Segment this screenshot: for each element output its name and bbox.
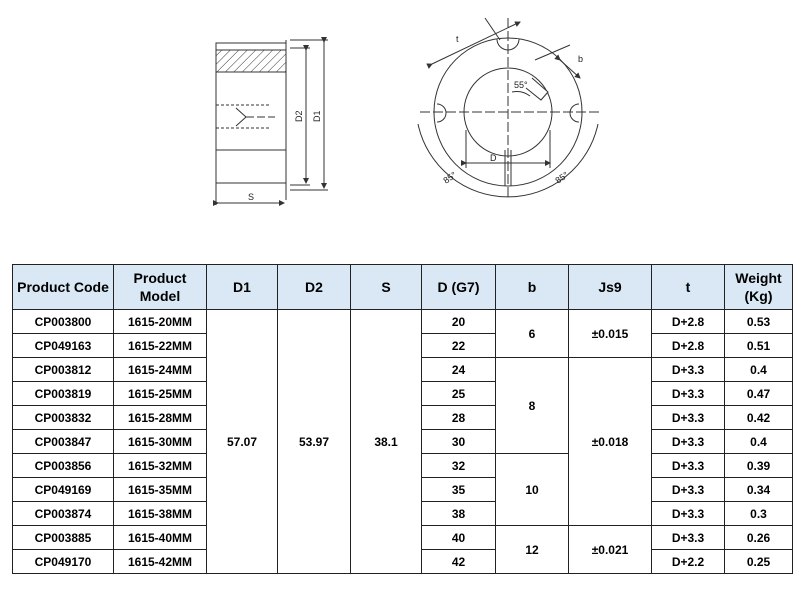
cell-model: 1615-42MM [114,550,207,574]
cell-weight: 0.42 [725,406,793,430]
cell-weight: 0.3 [725,502,793,526]
cell-t: D+3.3 [652,454,725,478]
dim-label-b: b [578,54,584,64]
header-b: b [496,265,569,310]
cell-d: 35 [422,478,496,502]
cell-b: 6 [496,310,569,358]
dim-label-s: S [248,192,255,202]
header-d-g7: D (G7) [422,265,496,310]
cell-t: D+2.8 [652,334,725,358]
cell-model: 1615-30MM [114,430,207,454]
cell-d: 20 [422,310,496,334]
cell-code: CP003874 [13,502,114,526]
cell-model: 1615-35MM [114,478,207,502]
cell-model: 1615-22MM [114,334,207,358]
cell-weight: 0.51 [725,334,793,358]
header-d2: D2 [278,265,351,310]
cell-code: CP003819 [13,382,114,406]
cell-weight: 0.47 [725,382,793,406]
cell-d2: 53.97 [278,310,351,574]
cell-t: D+3.3 [652,406,725,430]
cell-d: 30 [422,430,496,454]
cell-model: 1615-25MM [114,382,207,406]
cell-d: 32 [422,454,496,478]
cell-t: D+2.8 [652,310,725,334]
cell-code: CP003812 [13,358,114,382]
cell-js9: ±0.018 [569,358,652,526]
cell-b: 10 [496,454,569,526]
cell-code: CP003832 [13,406,114,430]
header-js9: Js9 [569,265,652,310]
cell-d: 22 [422,334,496,358]
cell-d: 28 [422,406,496,430]
table-header-row [13,265,793,310]
cell-d1: 57.07 [207,310,278,574]
cell-t: D+3.3 [652,526,725,550]
front-view [418,18,600,200]
dim-label-d2: D2 [294,110,304,122]
header-weight: Weight (Kg) [725,265,793,310]
cell-weight: 0.4 [725,358,793,382]
cell-model: 1615-32MM [114,454,207,478]
cell-js9: ±0.021 [569,526,652,574]
header-s: S [351,265,422,310]
header-t: t [652,265,725,310]
cell-t: D+2.2 [652,550,725,574]
angle-label-55: 55° [514,80,528,90]
cell-model: 1615-28MM [114,406,207,430]
dim-label-t: t [456,34,459,44]
header-product-code: Product Code [13,265,114,310]
cell-code: CP003885 [13,526,114,550]
cell-code: CP003800 [13,310,114,334]
header-product-model: Product Model [114,265,207,310]
cell-code: CP003856 [13,454,114,478]
cell-d: 40 [422,526,496,550]
cell-t: D+3.3 [652,358,725,382]
cell-d: 42 [422,550,496,574]
table-row [13,310,793,334]
header-d1: D1 [207,265,278,310]
hatched-section [216,50,286,72]
cell-t: D+3.3 [652,478,725,502]
cell-t: D+3.3 [652,430,725,454]
angle-label-85-left: 85° [441,169,459,186]
cell-d: 38 [422,502,496,526]
technical-drawing [0,0,803,250]
cell-s: 38.1 [351,310,422,574]
cell-b: 8 [496,358,569,454]
cell-model: 1615-24MM [114,358,207,382]
cell-weight: 0.53 [725,310,793,334]
cell-t: D+3.3 [652,502,725,526]
cell-code: CP003847 [13,430,114,454]
cell-weight: 0.34 [725,478,793,502]
cell-model: 1615-20MM [114,310,207,334]
cell-weight: 0.25 [725,550,793,574]
spec-table [12,264,793,574]
dim-label-d1: D1 [312,110,322,122]
angle-label-85-right: 85° [553,169,571,186]
cell-code: CP049163 [13,334,114,358]
cell-weight: 0.4 [725,430,793,454]
cell-model: 1615-40MM [114,526,207,550]
cell-model: 1615-38MM [114,502,207,526]
cell-d: 25 [422,382,496,406]
cell-weight: 0.26 [725,526,793,550]
cell-weight: 0.39 [725,454,793,478]
cell-js9: ±0.015 [569,310,652,358]
dim-label-d: D [490,153,497,163]
cell-t: D+3.3 [652,382,725,406]
cell-d: 24 [422,358,496,382]
cell-code: CP049169 [13,478,114,502]
cell-code: CP049170 [13,550,114,574]
cell-b: 12 [496,526,569,574]
